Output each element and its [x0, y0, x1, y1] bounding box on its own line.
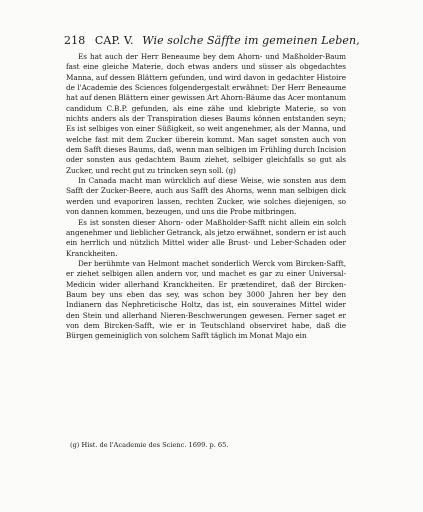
paragraph: In Canada macht man würcklich auf diese Weise, wie sonsten aus dem Safft der Zucker-Beere, auch aus Safft des Ahorns, wenn man selbigen dick werden und evaporiren lassen, rechten Zucker, wie solches diejenigen, so von dannen kommen, bezeugen, und uns die Probe mitbringen. — [66, 176, 346, 217]
paragraph: Der berühmte van Helmont machet sonderlich Werck vom Bircken-Safft, er ziehet selbigen allen andern vor, und machet es gar zu einer Universal-Medicin wider allerhand Kranckheiten. Er prætendiret, daß der Bircken-Baum bey uns eben das sey, was schon bey 3000 Jahren her bey den Indianern das Nephreticische Holtz, das ist, ein souveraines Mittel wider den Stein und allerhand Nieren-Beschwerungen gewesen. Ferner saget er von dem Bircken-Safft, wie er in Teutschland observiret habe, daß die Bürgen gemeiniglich von solchem Safft täglich im Monat Majo ein — [66, 258, 346, 341]
paragraph: Es ist sonsten dieser Ahorn- oder Maßholder-Safft nicht allein ein solch angenehmer und lieblicher Getranck, als jetzo erwähnet, sondern er ist auch ein herrlich und nützlich Mittel wider alle Brust- und Leber-Schaden oder Kranckheiten. — [66, 217, 346, 258]
chapter-label: CAP. V. — [94, 34, 134, 47]
page-number: 218 — [64, 34, 86, 47]
footnote: (g) Hist. de l'Academie des Scienc. 1699. p. 65. — [70, 441, 229, 449]
paragraph: Es hat auch der Herr Beneaume bey dem Ahorn- und Maßholder-Baum fast eine gleiche Materie, doch etwas anders und süsser als obgedachtes Manna, auf dessen Blättern gefunden, und wird davon in gedachter Histoire de l'Academie des Sciences folgendergestalt erwähnet: Der Herr Beneaume hat auf denen Blättern einer gewissen Art Ahorn-Bäume das Acer montanum candidum C.B.P. gefunden, als eine zähe und klebrigte Materie, so von nichts anders als der Transpiration dieses Baums können entstanden seyn; Es ist selbiges von einer Süßigkeit, so weit angenehmer, als der Manna, und welche fast mit dem Zucker überein kommt. Man saget sonsten auch von dem Safft dieses Baums, daß, wenn man selbigen im Frühling durch Incision oder sonsten aus gedachtem Baum ziehet, selbiger gleichfalls so gut als Zucker, und recht gut zu trincken seyn soll. (g) — [66, 52, 346, 175]
running-title: Wie solche Säffte im gemeinen Leben, — [142, 34, 360, 47]
page-body — [66, 52, 346, 342]
page-header — [64, 34, 360, 47]
